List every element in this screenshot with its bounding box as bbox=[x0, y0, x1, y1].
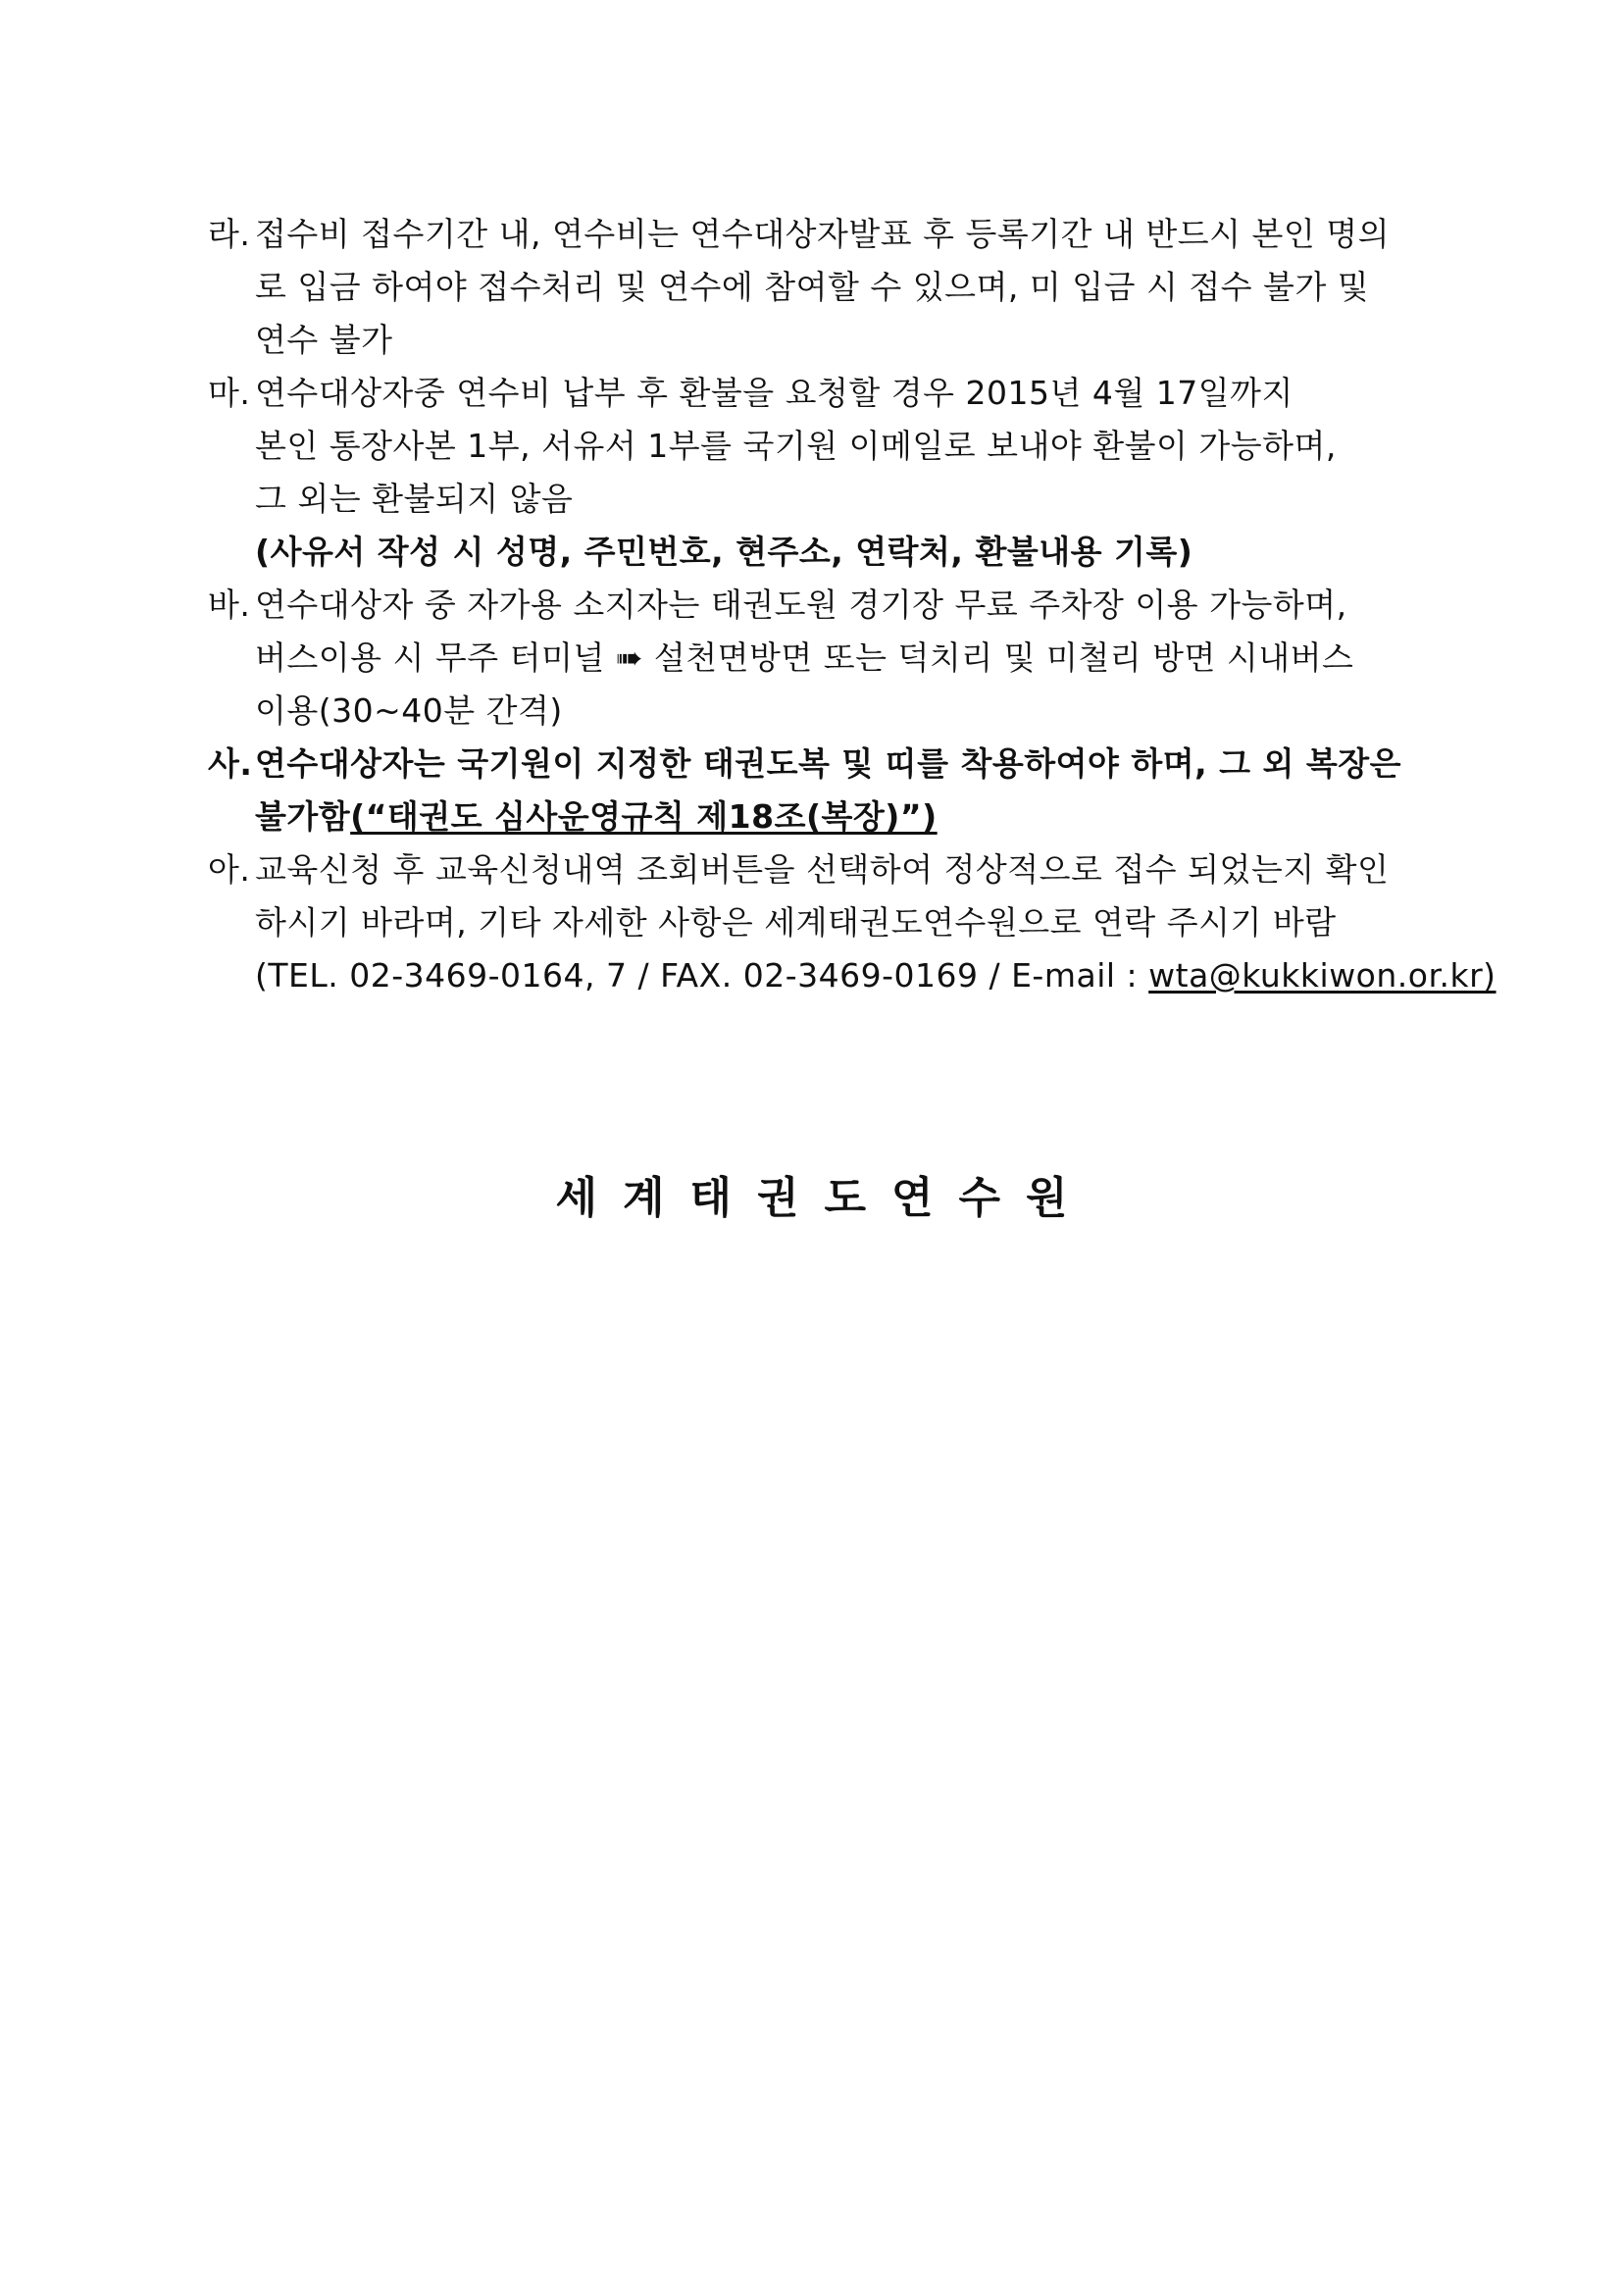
regulation-reference: (“태권도 심사운영규칙 제18조(복장)”) bbox=[350, 797, 938, 836]
list-item-sa bbox=[208, 738, 1483, 843]
item-text-line bbox=[255, 791, 1483, 843]
list-item-ba bbox=[208, 579, 1483, 738]
item-text-line: 연수대상자는 국기원이 지정한 태권도복 및 띠를 착용하여야 하며, 그 외 복장은 bbox=[255, 744, 1402, 783]
item-text-line: 그 외는 환불되지 않음 bbox=[255, 480, 574, 518]
item-marker: 사. bbox=[208, 744, 253, 783]
item-text-line: 접수비 접수기간 내, 연수비는 연수대상자발표 후 등록기간 내 반드시 본인 명의 bbox=[255, 215, 1390, 253]
notice-list bbox=[208, 208, 1496, 1002]
uniform-rule-text: 불가함 bbox=[255, 797, 351, 836]
item-text-line: 본인 통장사본 1부, 서유서 1부를 국기원 이메일로 보내야 환불이 가능하며, bbox=[255, 427, 1337, 465]
item-marker: 마. bbox=[208, 374, 251, 412]
item-text-line: 연수대상자중 연수비 납부 후 환불을 요청할 경우 2015년 4월 17일까지 bbox=[255, 374, 1293, 412]
item-text-line: 연수 불가 bbox=[255, 321, 393, 359]
contact-info: (TEL. 02-3469-0164, 7 / FAX. 02-3469-0169 / E-mail : bbox=[255, 956, 1149, 995]
item-text-line: 하시기 바라며, 기타 자세한 사항은 세계태권도연수원으로 연락 주시기 바람 bbox=[255, 903, 1337, 942]
item-text-line: 로 입금 하여야 접수처리 및 연수에 참여할 수 있으며, 미 입금 시 접수 불가 및 bbox=[255, 268, 1370, 306]
list-item-a bbox=[208, 843, 1496, 1002]
contact-line bbox=[255, 949, 1496, 1002]
item-text-line: 이용(30~40분 간격) bbox=[255, 691, 563, 730]
item-text-line: 버스이용 시 무주 터미널 ➠ 설천면방면 또는 덕치리 및 미철리 방면 시내버스 bbox=[255, 638, 1354, 677]
item-text-line: 연수대상자 중 자가용 소지자는 태권도원 경기장 무료 주차장 이용 가능하며, bbox=[255, 586, 1347, 624]
item-text-line: 교육신청 후 교육신청내역 조회버튼을 선택하여 정상적으로 접수 되었는지 확인 bbox=[255, 850, 1390, 889]
email-link[interactable]: wta@kukkiwon.or.kr) bbox=[1148, 956, 1496, 995]
list-item-ma bbox=[208, 367, 1483, 579]
item-marker: 라. bbox=[208, 215, 251, 253]
list-item-ra bbox=[208, 208, 1483, 367]
item-marker: 아. bbox=[208, 850, 251, 889]
organization-name: 세계태권도연수원 bbox=[555, 1173, 1093, 1223]
item-marker: 바. bbox=[208, 586, 251, 624]
refund-note: (사유서 작성 시 성명, 주민번호, 현주소, 연락처, 환불내용 기록) bbox=[255, 533, 1193, 571]
